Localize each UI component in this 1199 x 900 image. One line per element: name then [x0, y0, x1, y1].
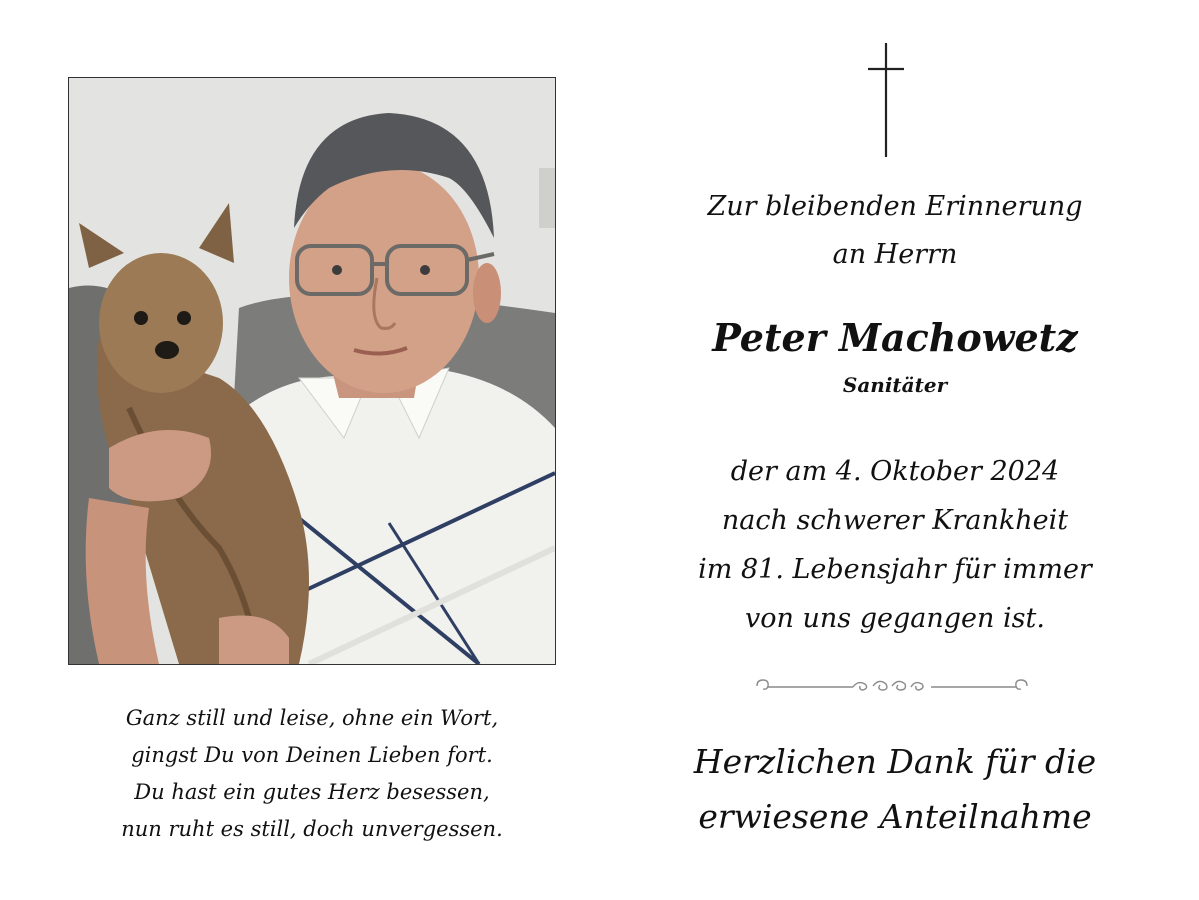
- poem-line: Du hast ein gutes Herz besessen,: [134, 780, 490, 804]
- portrait-illustration: [69, 78, 555, 664]
- details-line-2: nach schwerer Krankheit: [721, 505, 1069, 536]
- details-line-3: im 81. Lebensjahr für immer: [698, 554, 1092, 585]
- poem-line: gingst Du von Deinen Lieben fort.: [131, 743, 493, 767]
- poem: [68, 700, 556, 848]
- deceased-name: Peter Machowetz: [712, 315, 1078, 360]
- occupation: Sanitäter: [842, 373, 948, 397]
- intro-line-2: an Herrn: [832, 239, 958, 270]
- death-details: [660, 447, 1130, 643]
- poem-line: Ganz still und leise, ohne ein Wort,: [125, 706, 499, 730]
- thanks-text: [660, 734, 1130, 844]
- ornament-divider-icon: [755, 676, 1029, 696]
- poem-line: nun ruht es still, doch unvergessen.: [121, 817, 503, 841]
- cross-icon: [864, 43, 908, 157]
- intro-text: [660, 183, 1130, 279]
- details-line-1: der am 4. Oktober 2024: [730, 456, 1060, 487]
- thanks-line-1: Herzlichen Dank für die: [693, 742, 1097, 781]
- thanks-line-2: erwiesene Anteilnahme: [698, 797, 1092, 836]
- intro-line-1: Zur bleibenden Erinnerung: [707, 191, 1083, 222]
- portrait-photo: [68, 77, 556, 665]
- details-line-4: von uns gegangen ist.: [745, 603, 1045, 634]
